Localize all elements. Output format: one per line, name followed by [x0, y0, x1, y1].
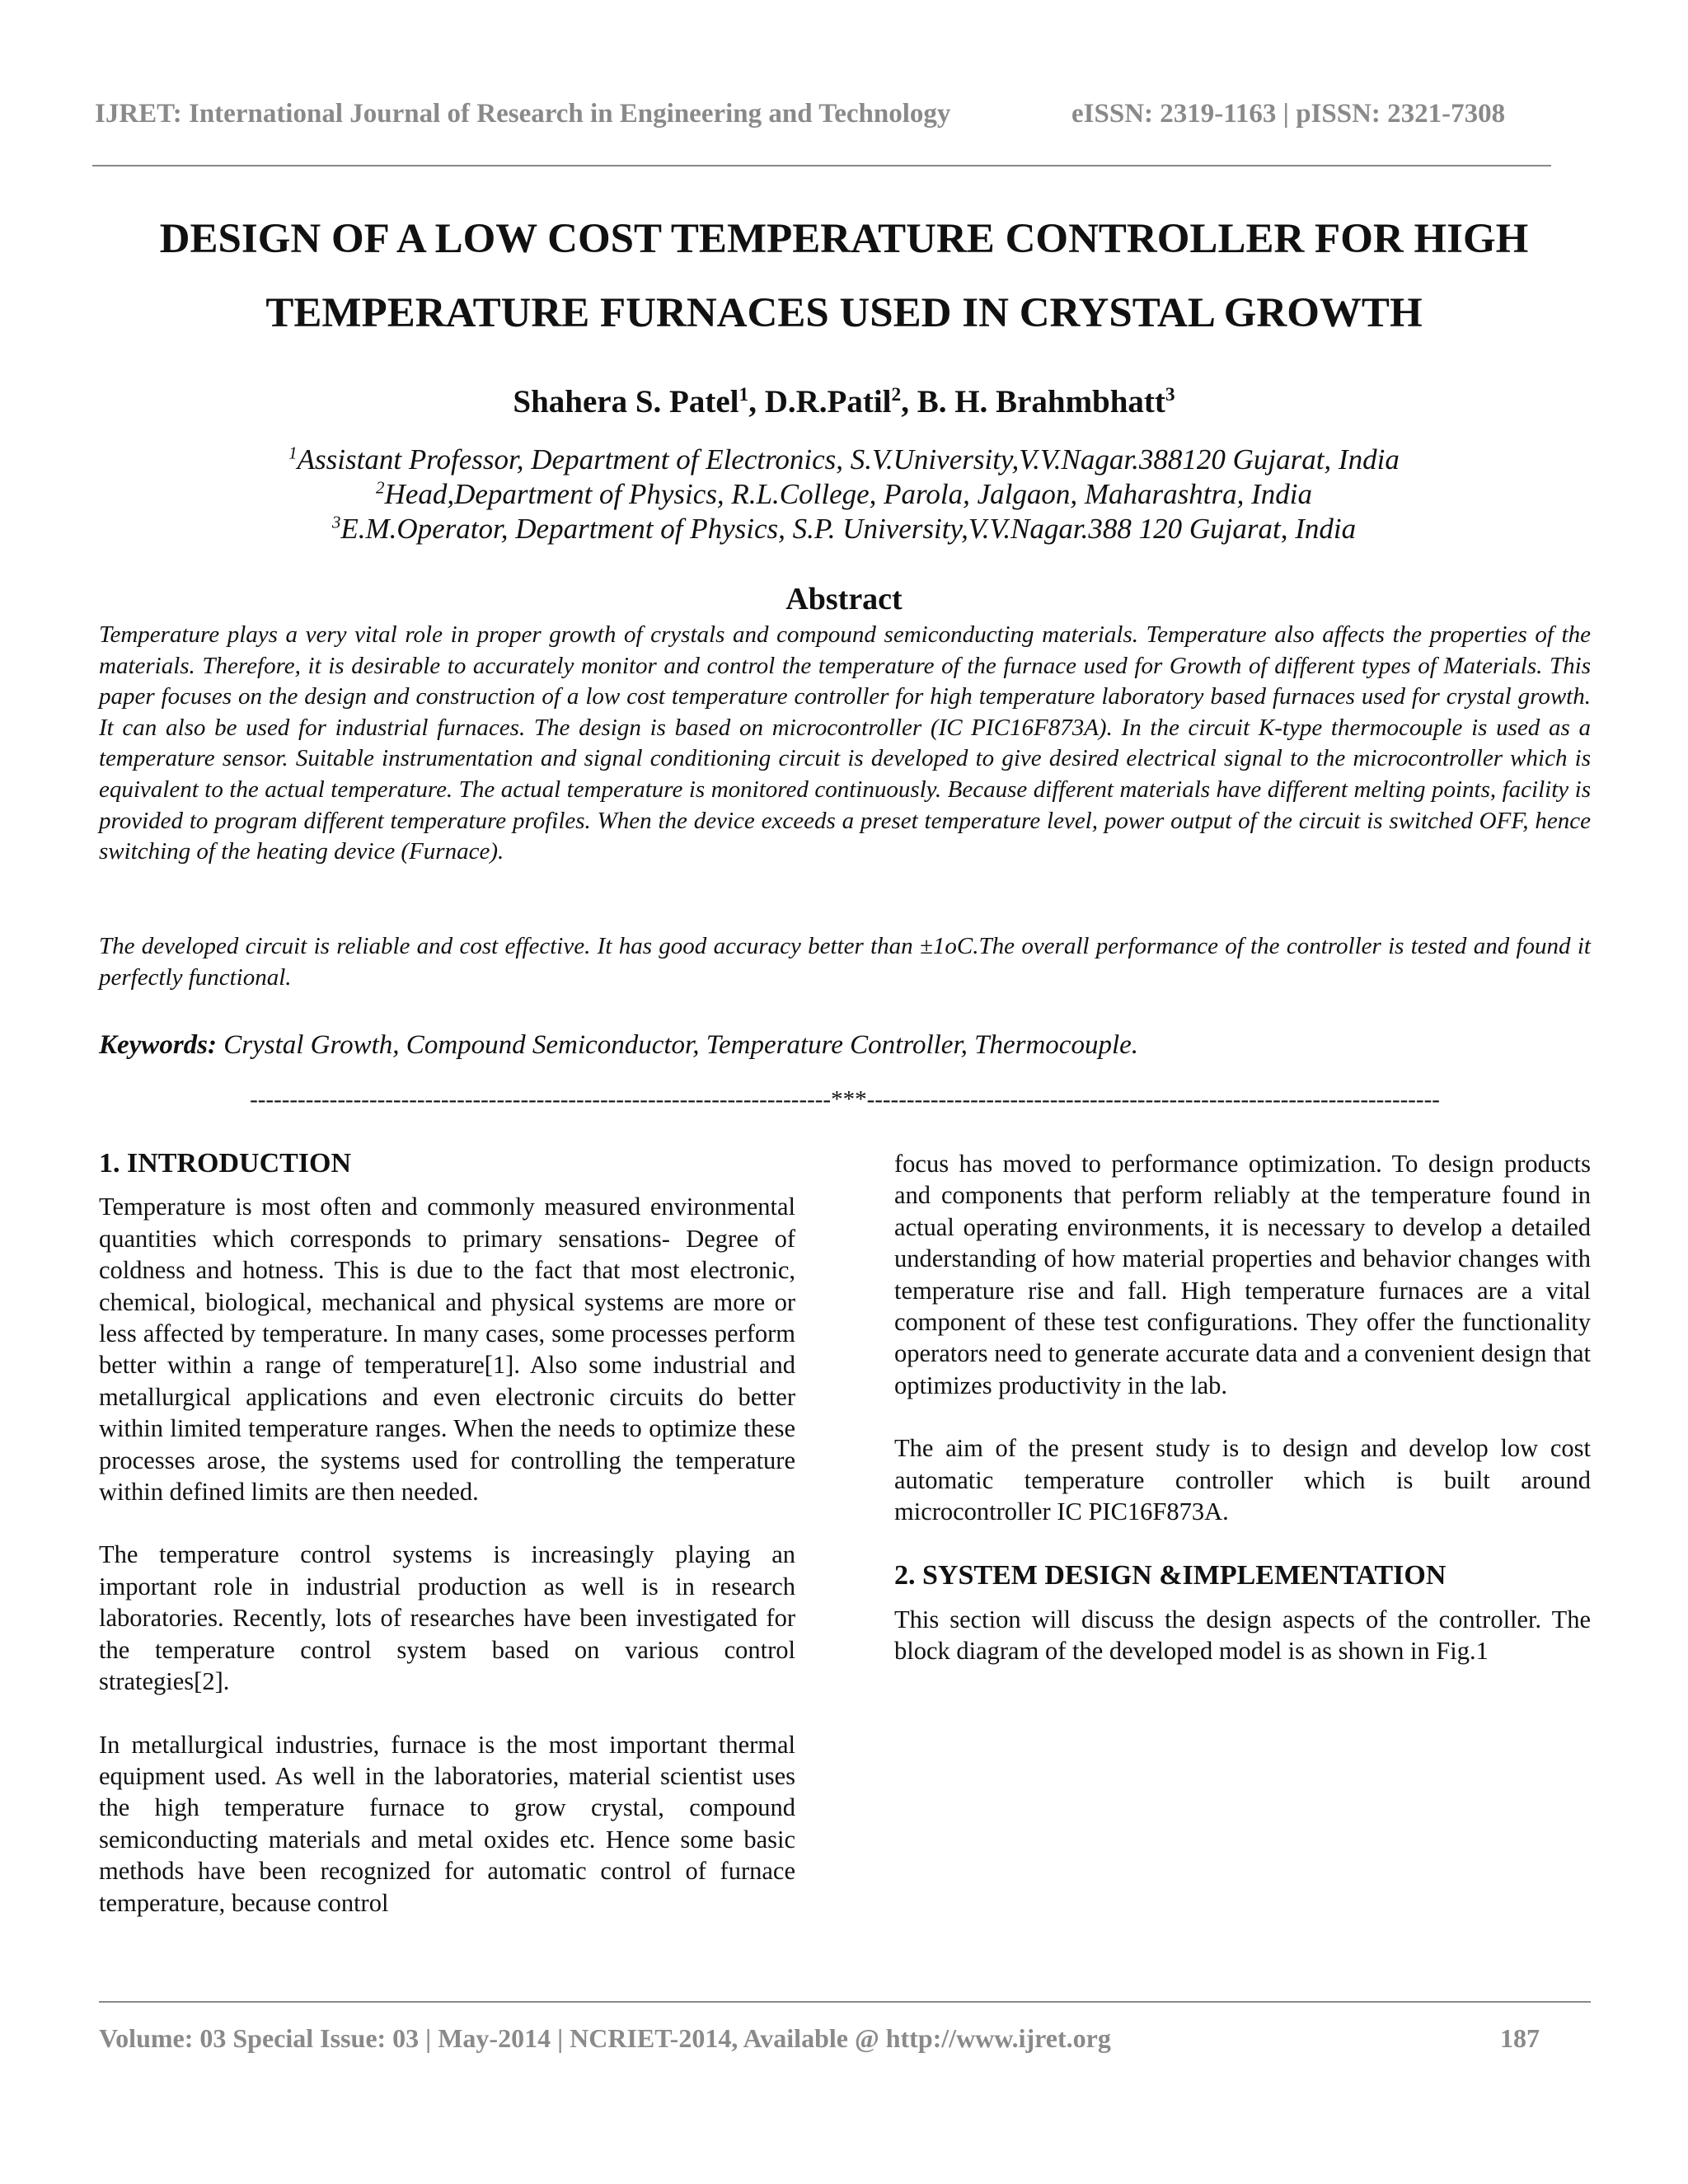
- running-header: [95, 99, 1537, 129]
- body-paragraph: In metallurgical industries, furnace is the most important thermal equipment used. As well in the laboratories, material scientist uses the high temperature furnace to grow crystal, compound semiconducting materials and metal oxides etc. Hence some basic methods have been recognized for automatic control of furnace temperature, because control: [99, 1730, 795, 1917]
- section-separator: -------------------------------------------------------------------------***------------------------------------------------------------------------: [250, 1086, 1440, 1113]
- affiliation-1: [0, 443, 1688, 477]
- keywords-text: Crystal Growth, Compound Semiconductor, Temperature Controller, Thermocouple.: [217, 1030, 1139, 1060]
- section-heading: 2. SYSTEM DESIGN &IMPLEMENTATION: [894, 1560, 1447, 1591]
- abstract-paragraph: The developed circuit is reliable and cost effective. It has good accuracy better than ±1oC.The overall performance of the controller is tested and found it perfectly functional.: [99, 933, 1591, 991]
- body-paragraph: Temperature is most often and commonly measured environmental quantities which corresponds to primary sensations- Degree of coldness and hotness. This is due to the fact that most electronic, chemical, biological, mechanical and physical systems are more or less affected by temperature. In many cases, some processes perform better within a range of temperature[1]. Also some industrial and metallurgical applications and even electronic circuits do better within limited temperature ranges. When the needs to optimize these processes arose, the systems used for controlling the temperature within defined limits are then needed.: [99, 1193, 795, 1507]
- abstract-heading: Abstract: [785, 582, 903, 616]
- body-paragraph: This section will discuss the design aspects of the controller. The block diagram of the developed model is as shown in Fig.1: [894, 1605, 1591, 1666]
- author-sup: 3: [1165, 384, 1175, 405]
- affiliations: [0, 443, 1688, 546]
- author-sup: 2: [891, 384, 902, 405]
- keywords-label: Keywords:: [99, 1030, 217, 1060]
- affiliation-sup: 2: [376, 477, 385, 498]
- affiliation-text: E.M.Operator, Department of Physics, S.P. University,V.V.Nagar.388 120 Gujarat, India: [340, 513, 1357, 545]
- body-paragraph: The temperature control systems is increasingly playing an important role in industrial production as well is in research laboratories. Recently, lots of researches have been investigated for the temperature control system based on various control strategies[2].: [99, 1540, 795, 1696]
- right-column: [894, 1148, 1591, 1667]
- paper-title: [82, 202, 1606, 350]
- issn: eISSN: 2319-1163 | pISSN: 2321-7308: [1071, 99, 1506, 129]
- journal-name: IJRET: International Journal of Research in Engineering and Technology: [95, 99, 951, 129]
- author-name: B. H. Brahmbhatt: [917, 384, 1165, 419]
- affiliation-text: Head,Department of Physics, R.L.College, Parola, Jalgaon, Maharashtra, India: [384, 478, 1312, 510]
- author-name: D.R.Patil: [764, 384, 892, 419]
- running-footer: [99, 2023, 1541, 2054]
- header-rule: [92, 165, 1551, 166]
- affiliation-sup: 1: [288, 443, 298, 463]
- abstract-paragraph: Temperature plays a very vital role in proper growth of crystals and compound semiconducting materials. Temperature also affects the properties of the materials. Therefore, it is desirable to accurately monitor and control the temperature of the furnace used for Growth of different types of Materials. This paper focuses on the design and construction of a low cost temperature controller for high temperature laboratory based furnaces used for crystal growth. It can also be used for industrial furnaces. The design is based on microcontroller (IC PIC16F873A). In the circuit K-type thermocouple is used as a temperature sensor. Suitable instrumentation and signal conditioning circuit is developed to give desired electrical signal to the microcontroller which is equivalent to the actual temperature. The actual temperature is monitored continuously. Because different materials have different melting points, facility is provided to program different temperature profiles. When the device exceeds a preset temperature level, power output of the circuit is switched OFF, hence switching of the heating device (Furnace).: [99, 621, 1591, 865]
- keywords: [99, 1030, 1591, 1061]
- author-sup: 1: [738, 384, 749, 405]
- affiliation-3: [0, 512, 1688, 546]
- body-paragraph: focus has moved to performance optimization. To design products and components that perform reliably at the temperature found in actual operating environments, it is necessary to develop a detailed understanding of how material properties and behavior changes with temperature rise and fall. High temperature furnaces are a vital component of these test configurations. They offer the functionality operators need to generate accurate data and a convenient design that optimizes productivity in the lab.: [894, 1150, 1591, 1399]
- affiliation-2: [0, 477, 1688, 512]
- title-line-1: DESIGN OF A LOW COST TEMPERATURE CONTROLLER FOR HIGH: [159, 216, 1529, 262]
- section-heading: 1. INTRODUCTION: [99, 1148, 352, 1179]
- left-column: [99, 1148, 795, 1919]
- author-list: Shahera S. Patel$^1$, D.R.Patil$^2$, B. H. Brahmbhatt$^3$: [513, 384, 1175, 419]
- footer-citation: Volume: 03 Special Issue: 03 | May-2014 | NCRIET-2014, Available @ http://www.ijret.org: [99, 2023, 1111, 2053]
- affiliation-text: Assistant Professor, Department of Electronics, S.V.University,V.V.Nagar.388120 Gujarat, India: [297, 443, 1400, 476]
- footer-rule: [99, 2001, 1591, 2003]
- author-name: Shahera S. Patel: [513, 384, 739, 419]
- title-line-2: TEMPERATURE FURNACES USED IN CRYSTAL GROWTH: [265, 290, 1423, 336]
- body-paragraph: The aim of the present study is to design and develop low cost automatic temperature controller which is built around microcontroller IC PIC16F873A.: [894, 1434, 1591, 1526]
- affiliation-sup: 3: [331, 512, 341, 532]
- page-number: 187: [1500, 2023, 1540, 2053]
